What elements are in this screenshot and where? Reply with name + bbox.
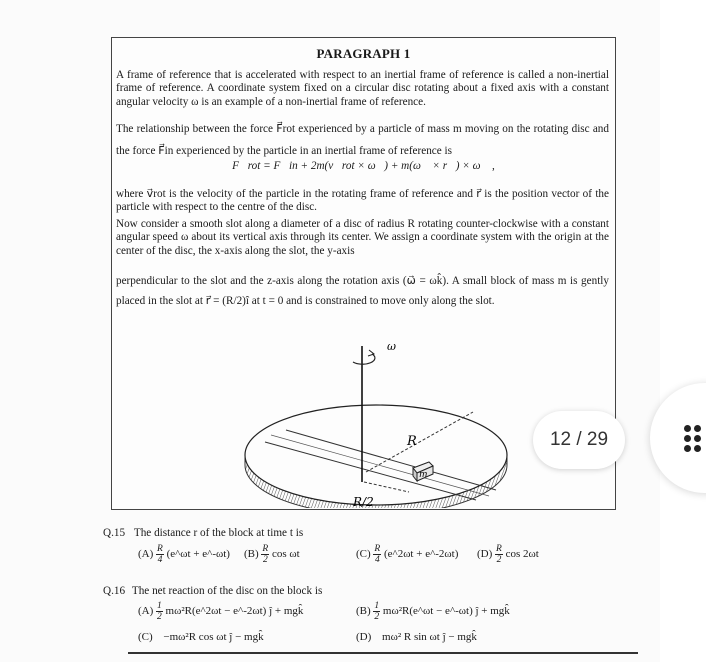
block-label: m bbox=[419, 470, 428, 480]
q16-option-d[interactable]: (D) mω² R sin ωt ĵ − mgk̂ bbox=[356, 631, 477, 643]
half-radius-label: R/2 bbox=[353, 495, 374, 508]
paragraph-text-1: A frame of reference that is accelerated with respect to an inertial frame of reference is called a non-inertial frame of reference. A coordinate system fixed on a circular disc rotating about a fixed axis with a constant angular velocity ω is an example of a non-inertial frame of reference. bbox=[116, 69, 609, 108]
q16-number: Q.16 bbox=[103, 585, 126, 597]
omega-label: ω bbox=[387, 340, 396, 353]
rotating-disc-diagram bbox=[241, 332, 511, 508]
q16-option-a[interactable]: (A) $\frac{1}{2}$ mω²R(e^2ωt − e^-2ωt) ĵ + mgk̂ bbox=[138, 601, 304, 622]
q16-option-c[interactable]: (C) −mω²R cos ωt ĵ − mgk̂ bbox=[138, 631, 264, 643]
q15-option-d[interactable]: (D) $\frac{R}{2}$ cos 2ωt bbox=[477, 544, 539, 565]
q16-option-b[interactable]: (B) $\frac{1}{2}$ mω²R(e^ωt − e^-ωt) ĵ + mgk̂ bbox=[356, 601, 510, 622]
grid-dots-icon bbox=[684, 425, 706, 453]
page-indicator: 12 / 29 bbox=[533, 411, 625, 469]
q15-question: The distance r of the block at time t is bbox=[133, 527, 304, 539]
paragraph-text-3: where v⃗rot is the velocity of the particle in the rotating frame of reference and r⃗ is the position vector of the particle with respect to the centre of the disc. bbox=[116, 188, 609, 214]
paragraph-text-2: The relationship between the force F⃗rot experienced by a particle of mass m moving on the rotating disc and the force F⃗in experienced by the particle in an inertial frame of reference is bbox=[116, 123, 609, 157]
q16-question: The net reaction of the disc on the block is bbox=[131, 585, 323, 597]
q16-text bbox=[103, 585, 322, 597]
q15-option-a[interactable]: (A) $\frac{R}{4}$ (e^ωt + e^-ωt) bbox=[138, 544, 230, 565]
paragraph-title: PARAGRAPH 1 bbox=[316, 46, 411, 61]
q15-number: Q.15 bbox=[103, 527, 126, 539]
q15-option-c[interactable]: (C) $\frac{R}{4}$ (e^2ωt + e^-2ωt) bbox=[356, 544, 459, 565]
q15-option-b[interactable]: (B) $\frac{R}{2}$ cos ωt bbox=[244, 544, 300, 565]
force-equation: F⃗rot = F⃗in + 2m(v⃗rot × ω⃗) + m(ω⃗ × r⃗) × ω⃗ , bbox=[232, 160, 495, 172]
paragraph-text-4: Now consider a smooth slot along a diameter of a disc of radius R rotating counter-clockwise with a constant angular speed ω about its vertical axis through its center. We assign a coordinate system with the origin at the center of the disc, the x-axis along the slot, the y-axis bbox=[116, 218, 609, 257]
radius-label: R bbox=[407, 434, 417, 449]
paragraph-text-5: perpendicular to the slot and the z-axis along the rotation axis (ω⃗ = ωk̂). A small block of mass m is gently placed in the slot at r⃗ = (R/2)î at t = 0 and is constrained to move only along the slot. bbox=[116, 275, 609, 307]
bottom-rule bbox=[128, 652, 638, 654]
q15-text bbox=[103, 527, 303, 539]
